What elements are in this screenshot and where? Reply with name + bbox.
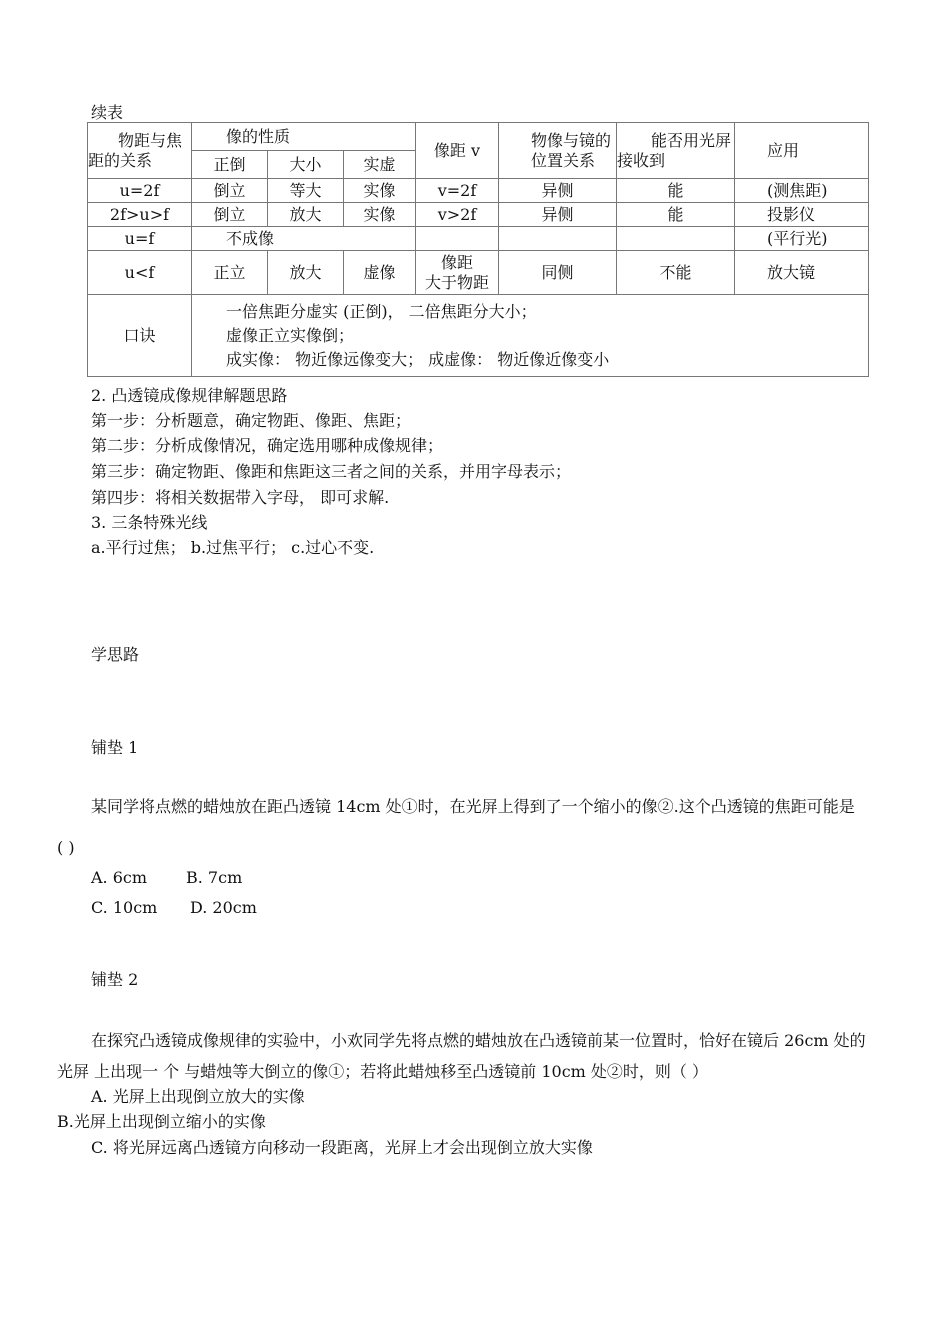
q2-text-line1: 在探究凸透镜成像规律的实验中，小欢同学先将点燃的蜡烛放在凸透镜前某一位置时，恰好在镜后 26cm 处的 <box>91 1031 866 1050</box>
cell-reality: 虚像 <box>344 251 416 295</box>
q1-text: 某同学将点燃的蜡烛放在距凸透镜 14cm 处①时，在光屏上得到了一个缩小的像②.这个凸透镜的焦距可能是 <box>91 797 855 816</box>
mnemonic-line3: 成实像： 物近像远像变大； 成虚像： 物近像近像变小 <box>226 349 610 369</box>
cell-screen <box>617 227 735 251</box>
cell-relation: u=f <box>88 227 192 251</box>
cell-screen: 能 <box>617 203 735 227</box>
cell-screen: 不能 <box>617 251 735 295</box>
cell-orientation: 正立 <box>192 251 268 295</box>
q1-label: 铺垫 1 <box>91 738 139 757</box>
q2-option-c: C. 将光屏远离凸透镜方向移动一段距离，光屏上才会出现倒立放大实像 <box>91 1138 593 1157</box>
header-application: 应用 <box>735 123 869 179</box>
cell-image-distance <box>416 251 499 295</box>
section2-step4: 第四步：将相关数据带入字母， 即可求解. <box>91 488 390 507</box>
table-row <box>88 227 869 251</box>
cell-position: 异侧 <box>499 179 617 203</box>
cell-application: 投影仪 <box>735 203 869 227</box>
q1-paren: ( ) <box>57 838 75 857</box>
cell-image-distance: v=2f <box>416 179 499 203</box>
mnemonic-label: 口诀 <box>88 295 192 377</box>
mnemonic-line1: 一倍焦距分虚实 (正倒)， 二倍焦距分大小； <box>226 301 537 321</box>
header-position: 物像与镜的位置关系 <box>499 123 617 179</box>
heading-study-approach: 学思路 <box>91 645 140 664</box>
q1-option-d: D. 20cm <box>190 898 257 917</box>
cell-relation: u=2f <box>88 179 192 203</box>
table-row <box>88 203 869 227</box>
cell-position: 异侧 <box>499 203 617 227</box>
cell-position <box>499 227 617 251</box>
cell-reality: 实像 <box>344 203 416 227</box>
header-reality: 实虚 <box>344 151 416 179</box>
q2-text-line2: 光屏 上出现一 个 与蜡烛等大倒立的像①；若将此蜡烛移至凸透镜前 10cm 处②时，则（ ） <box>57 1062 709 1081</box>
q2-option-b: B.光屏上出现倒立缩小的实像 <box>57 1112 266 1131</box>
cell-application: (测焦距) <box>735 179 869 203</box>
cell-orientation: 倒立 <box>192 179 268 203</box>
cell-position: 同侧 <box>499 251 617 295</box>
cell-size: 放大 <box>268 251 344 295</box>
header-screen: 能否用光屏接收到 <box>617 123 735 179</box>
q1-option-c: C. 10cm <box>91 898 158 917</box>
cell-relation: 2f>u>f <box>88 203 192 227</box>
cell-size: 等大 <box>268 179 344 203</box>
cell-application: 放大镜 <box>735 251 869 295</box>
header-nature: 像的性质 <box>192 123 416 151</box>
q1-option-a: A. 6cm <box>91 868 148 887</box>
cell-image-distance <box>416 227 499 251</box>
cell-nature: 不成像 <box>192 227 416 251</box>
section2-step2: 第二步：分析成像情况，确定选用哪种成像规律； <box>91 436 444 455</box>
cell-image-distance: v>2f <box>416 203 499 227</box>
cell-relation: u<f <box>88 251 192 295</box>
table-caption: 续表 <box>91 103 124 122</box>
section2-title: 2. 凸透镜成像规律解题思路 <box>91 386 288 405</box>
table-row <box>88 179 869 203</box>
cell-application: (平行光) <box>735 227 869 251</box>
cell-image-distance-line1: 像距 <box>440 252 473 272</box>
cell-orientation: 倒立 <box>192 203 268 227</box>
q1-option-b: B. 7cm <box>186 868 243 887</box>
section2-step3: 第三步：确定物距、像距和焦距这三者之间的关系，并用字母表示； <box>91 462 572 481</box>
header-size: 大小 <box>268 151 344 179</box>
mnemonic-line2: 虚像正立实像倒； <box>226 325 355 345</box>
mnemonic-content <box>192 295 869 377</box>
table-row <box>88 251 869 295</box>
header-relation: 物距与焦距的关系 <box>88 123 192 179</box>
section3-content: a.平行过焦； b.过焦平行； c.过心不变. <box>91 538 375 557</box>
header-image-distance: 像距 v <box>416 123 499 179</box>
cell-reality: 实像 <box>344 179 416 203</box>
cell-size: 放大 <box>268 203 344 227</box>
cell-image-distance-line2: 大于物距 <box>424 272 489 292</box>
section3-title: 3. 三条特殊光线 <box>91 513 208 532</box>
section2-step1: 第一步：分析题意，确定物距、像距、焦距； <box>91 411 412 430</box>
header-orientation: 正倒 <box>192 151 268 179</box>
q2-label: 铺垫 2 <box>91 970 139 989</box>
q2-option-a: A. 光屏上出现倒立放大的实像 <box>91 1087 305 1106</box>
lens-imaging-table <box>87 122 869 377</box>
cell-screen: 能 <box>617 179 735 203</box>
mnemonic-row <box>88 295 869 377</box>
